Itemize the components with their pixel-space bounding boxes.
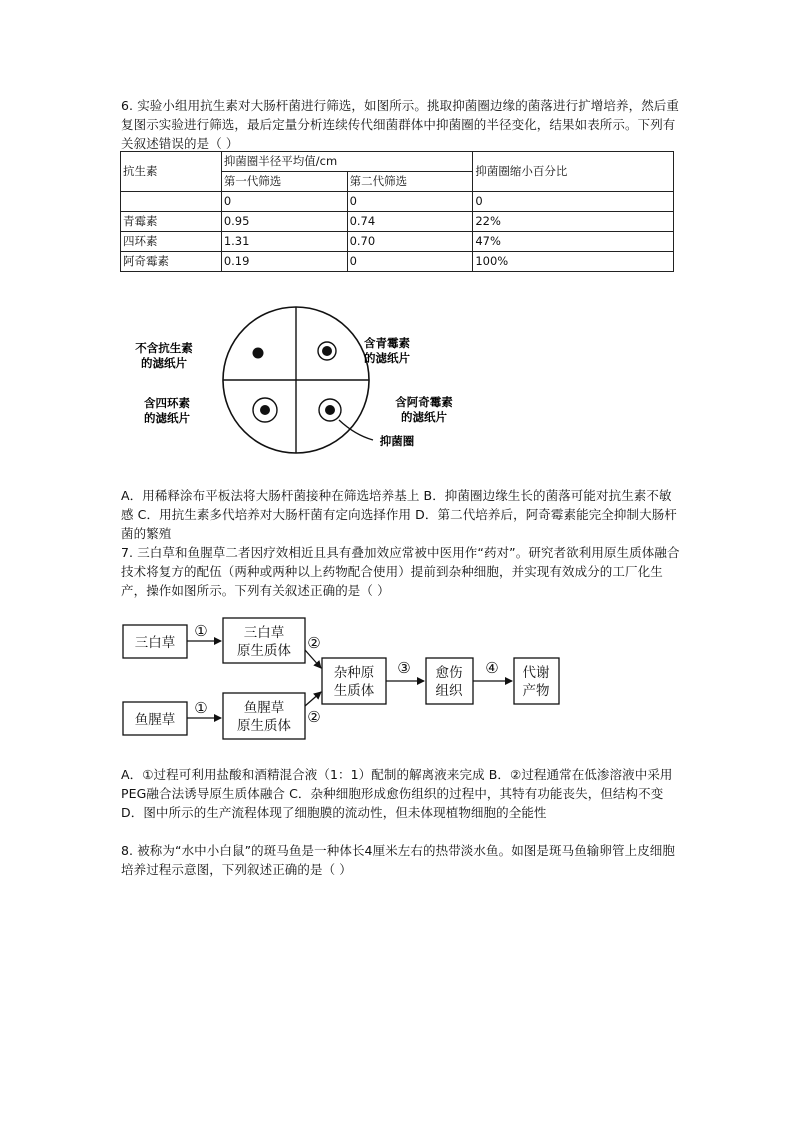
table-row [121, 252, 674, 272]
text-hybrid-2: 生质体 [333, 683, 375, 699]
results-table [120, 151, 674, 272]
label-no-antibiotic-1: 不含抗生素 [135, 341, 193, 355]
text-plant2: 鱼腥草 [134, 712, 176, 728]
q7-stem: 7. 三白草和鱼腥草二者因疗效相近且具有叠加效应常被中医用作“药对”。研究者欲利用原生质体融合技术将复方的配伍（两种或两种以上药物配合使用）提前到杂种细胞，并实现有效成分的工厂化生产，操作如图所示。下列有关叙述正确的是（ ） [121, 545, 680, 598]
cell-gen1: 0.19 [221, 252, 347, 272]
label-step3: ③ [397, 659, 411, 677]
cell-gen2: 0.70 [347, 232, 473, 252]
text-protoplast2-1: 鱼腥草 [243, 700, 285, 716]
text-protoplast2-2: 原生质体 [237, 718, 291, 734]
cell-gen2: 0 [347, 192, 473, 212]
disc-tetracycline [260, 405, 270, 415]
q8-stem: 8. 被称为“水中小白鼠”的斑马鱼是一种体长4厘米左右的热带淡水鱼。如图是斑马鱼输卵管上皮细胞培养过程示意图，下列叙述正确的是（ ） [121, 843, 676, 877]
cell-name [121, 192, 222, 212]
cell-name: 阿奇霉素 [121, 252, 222, 272]
cell-gen2: 0 [347, 252, 473, 272]
petri-dish-figure [115, 300, 485, 460]
zone-pointer-line [339, 420, 373, 440]
table-header-row [121, 152, 674, 172]
label-tetracycline-1: 含四环素 [144, 396, 190, 410]
q6-stem: 6. 实验小组用抗生素对大肠杆菌进行筛选，如图所示。挑取抑菌圈边缘的菌落进行扩增培养，然后重复图示实验进行筛选，最后定量分析连续传代细菌群体中抑菌圈的半径变化，结果如表所示。下列有关叙述错误的是（ ） [121, 98, 680, 151]
label-inhibition-zone: 抑菌圈 [379, 434, 415, 448]
label-step2-bottom: ② [307, 708, 321, 726]
arrow-step2-bottom [305, 692, 321, 706]
text-hybrid-1: 杂种原 [333, 665, 375, 681]
label-step1-top: ① [194, 622, 208, 640]
text-protoplast1-1: 三白草 [243, 625, 285, 641]
fusion-flow-diagram [115, 612, 575, 747]
cell-percent: 47% [473, 232, 674, 252]
header-radius: 抑菌圈半径平均值/cm [221, 152, 473, 172]
header-gen1: 第一代筛选 [221, 172, 347, 192]
text-callus-1: 愈伤 [435, 665, 463, 681]
disc-azithromycin [325, 405, 335, 415]
label-penicillin-2: 的滤纸片 [364, 351, 410, 365]
arrow-step2-top [305, 650, 321, 668]
label-penicillin-1: 含青霉素 [364, 336, 410, 350]
cell-gen1: 1.31 [221, 232, 347, 252]
label-tetracycline-2: 的滤纸片 [144, 411, 190, 425]
cell-percent: 100% [473, 252, 674, 272]
q7-options: A．①过程可利用盐酸和酒精混合液（1：1）配制的解离液来完成 B．②过程通常在低渗溶液中采用PEG融合法诱导原生质体融合 C．杂种细胞形成愈伤组织的过程中，其特有功能丧失，但结构不变 D．图中所示的生产流程体现了细胞膜的流动性，但未体现植物细胞的全能性 [121, 767, 673, 820]
cell-gen1: 0.95 [221, 212, 347, 232]
text-protoplast1-2: 原生质体 [237, 643, 291, 659]
label-azithromycin-1: 含阿奇霉素 [395, 395, 453, 409]
table-row [121, 212, 674, 232]
disc-penicillin [322, 346, 332, 356]
cell-gen1: 0 [221, 192, 347, 212]
header-antibiotic: 抗生素 [121, 152, 222, 192]
cell-name: 四环素 [121, 232, 222, 252]
label-step4: ④ [485, 659, 499, 677]
label-azithromycin-2: 的滤纸片 [401, 410, 447, 424]
text-plant1: 三白草 [134, 635, 176, 651]
label-step1-bottom: ① [194, 699, 208, 717]
table-row [121, 192, 674, 212]
text-metabolite-1: 代谢 [522, 665, 550, 681]
header-gen2: 第二代筛选 [347, 172, 473, 192]
text-callus-2: 组织 [435, 683, 463, 699]
cell-gen2: 0.74 [347, 212, 473, 232]
table-row [121, 232, 674, 252]
text-metabolite-2: 产物 [522, 683, 550, 699]
q6-options: A．用稀释涂布平板法将大肠杆菌接种在筛选培养基上 B．抑菌圈边缘生长的菌落可能对抗生素不敏感 C．用抗生素多代培养对大肠杆菌有定向选择作用 D．第二代培养后，阿奇霉素能完全抑制大肠杆菌的繁殖 [121, 488, 677, 541]
cell-percent: 22% [473, 212, 674, 232]
cell-percent: 0 [473, 192, 674, 212]
cell-name: 青霉素 [121, 212, 222, 232]
label-step2-top: ② [307, 634, 321, 652]
disc-no-antibiotic [253, 348, 264, 359]
label-no-antibiotic-2: 的滤纸片 [141, 356, 187, 370]
header-percent: 抑菌圈缩小百分比 [473, 152, 674, 192]
